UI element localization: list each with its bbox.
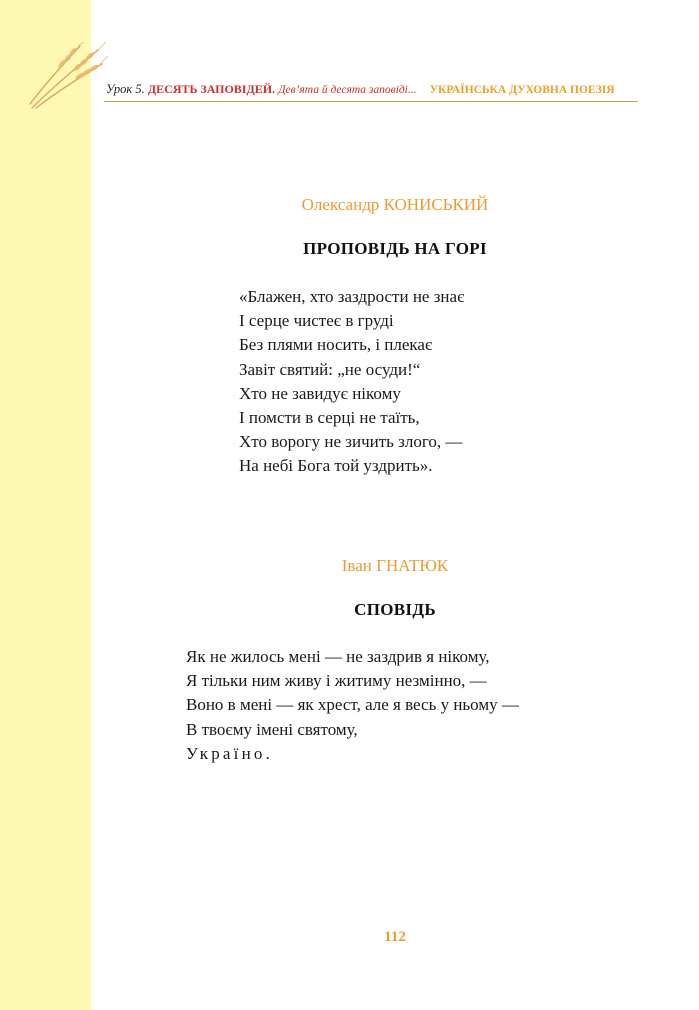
- poem2-author: [91, 556, 699, 576]
- poem-line: Хто ворогу не зичить злого, —: [239, 432, 463, 452]
- header-section: УКРАЇНСЬКА ДУХОВНА ПОЕЗІЯ: [429, 84, 615, 96]
- poem-line: Завіт святий: „не осуди!“: [239, 359, 421, 379]
- header-rule: [104, 101, 638, 102]
- wheat-icon: [28, 42, 108, 112]
- poem2-author-last: ГНАТЮК: [376, 556, 449, 575]
- poem-line: В твоєму імені святому,: [186, 719, 358, 739]
- page-number: 112: [384, 929, 406, 945]
- poem-line: «Блажен, хто заздрости не знає: [239, 287, 465, 306]
- poem1-author: [91, 195, 699, 215]
- poem1-body: [239, 285, 464, 479]
- poem-line: Хто не завидує нікому: [239, 383, 401, 403]
- poem-line: Як не жилось мені — не заздрив я нікому,: [186, 647, 490, 666]
- poem-line: Воно в мені — як хрест, але я весь у ньому —: [186, 695, 519, 715]
- poem1-author-first: Олександр: [301, 195, 380, 214]
- header-title: ДЕСЯТЬ ЗАПОВІДЕЙ.: [147, 82, 276, 96]
- poem2-author-first: Іван: [341, 556, 372, 575]
- running-header: [106, 79, 640, 99]
- poem2-body: [186, 645, 519, 766]
- poem1-author-last: КОНИСЬКИЙ: [383, 195, 489, 214]
- poem-line: Я тільки ним живу і житиму незмінно, —: [186, 671, 487, 691]
- poem1-title: ПРОПОВІДЬ НА ГОРІ: [303, 239, 487, 258]
- header-lesson: Урок 5.: [106, 82, 145, 96]
- header-subtitle: Дев’ята й десята заповіді...: [278, 84, 417, 96]
- poem2-title: СПОВІДЬ: [354, 600, 436, 619]
- poem-line: І помсти в серці не таїть,: [239, 408, 420, 428]
- poem-line: Україно.: [186, 743, 274, 763]
- poem-line: Без плями носить, і плекає: [239, 335, 433, 355]
- poem-line: І серце чистеє в груді: [239, 311, 394, 331]
- margin-strip: [0, 0, 91, 1010]
- poem-line: На небі Бога той уздрить».: [239, 456, 433, 476]
